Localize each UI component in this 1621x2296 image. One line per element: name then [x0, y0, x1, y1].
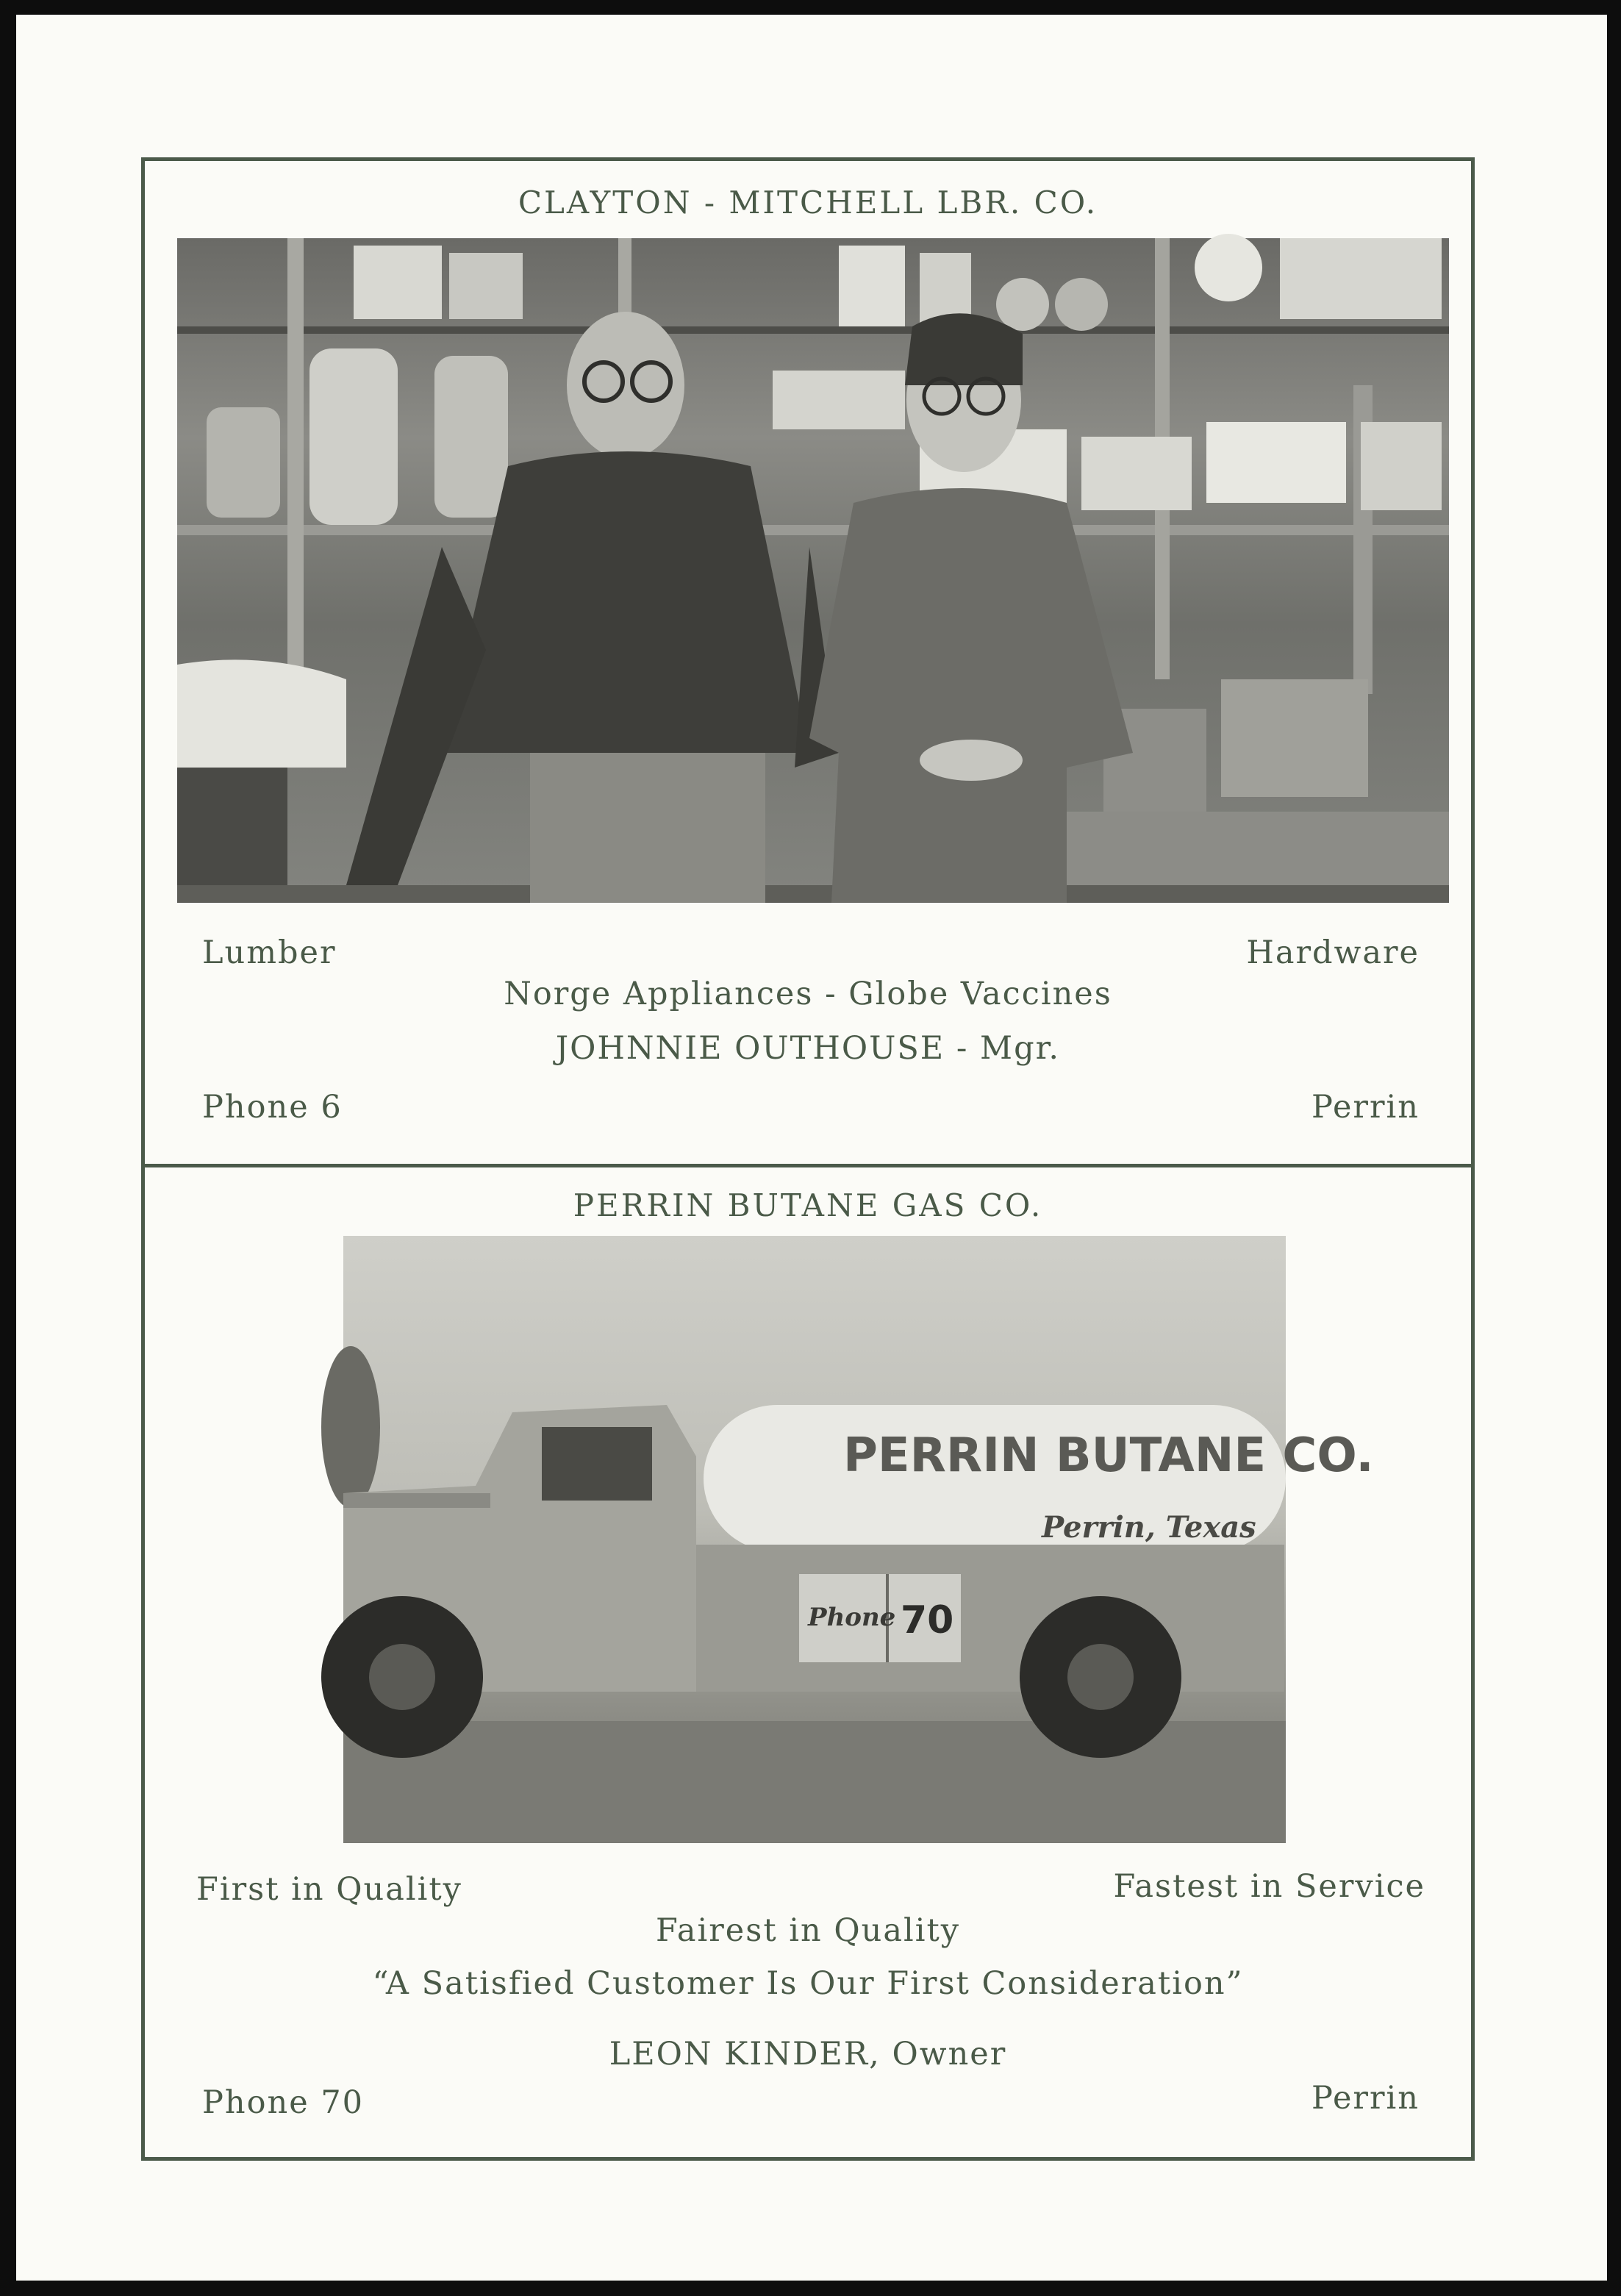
ad1-phone: Phone 6 [202, 1089, 343, 1126]
ad1-company-name: CLAYTON - MITCHELL LBR. CO. [518, 185, 1098, 221]
ad2-company-name: PERRIN BUTANE GAS CO. [573, 1187, 1043, 1223]
ad1-town: Perrin [1311, 1089, 1420, 1126]
ad2-phone: Phone 70 [202, 2084, 365, 2121]
ad1-store-photo [177, 238, 1449, 903]
ad-frame [141, 157, 1475, 2161]
ad1-hardware-label: Hardware [1246, 934, 1420, 971]
truck-town-text: Perrin, Texas [1042, 1510, 1256, 1545]
ad2-fairest-in-quality: Fairest in Quality [655, 1912, 961, 1949]
truck-phone-word: Phone [808, 1603, 896, 1632]
ad2-slogan: “A Satisfied Customer Is Our First Consideration” [372, 1965, 1244, 2002]
truck-phone-number: 70 [901, 1598, 954, 1642]
ad1-manager-line: JOHNNIE OUTHOUSE - Mgr. [555, 1030, 1061, 1067]
ad1-products-line: Norge Appliances - Globe Vaccines [504, 976, 1112, 1012]
ad2-fastest-in-service: Fastest in Service [1113, 1868, 1425, 1905]
ad-divider [145, 1164, 1471, 1167]
ad2-truck-photo [343, 1236, 1374, 1843]
ad2-owner-line: LEON KINDER, Owner [609, 2036, 1007, 2073]
ad2-first-in-quality: First in Quality [196, 1871, 462, 1908]
ad1-lumber-label: Lumber [202, 934, 337, 971]
ad2-town: Perrin [1311, 2080, 1420, 2117]
truck-sign-text: PERRIN BUTANE CO. [843, 1428, 1374, 1483]
store-photo-illustration [177, 238, 1449, 903]
truck-photo-illustration [343, 1236, 1374, 1843]
yearbook-page [16, 15, 1607, 2281]
